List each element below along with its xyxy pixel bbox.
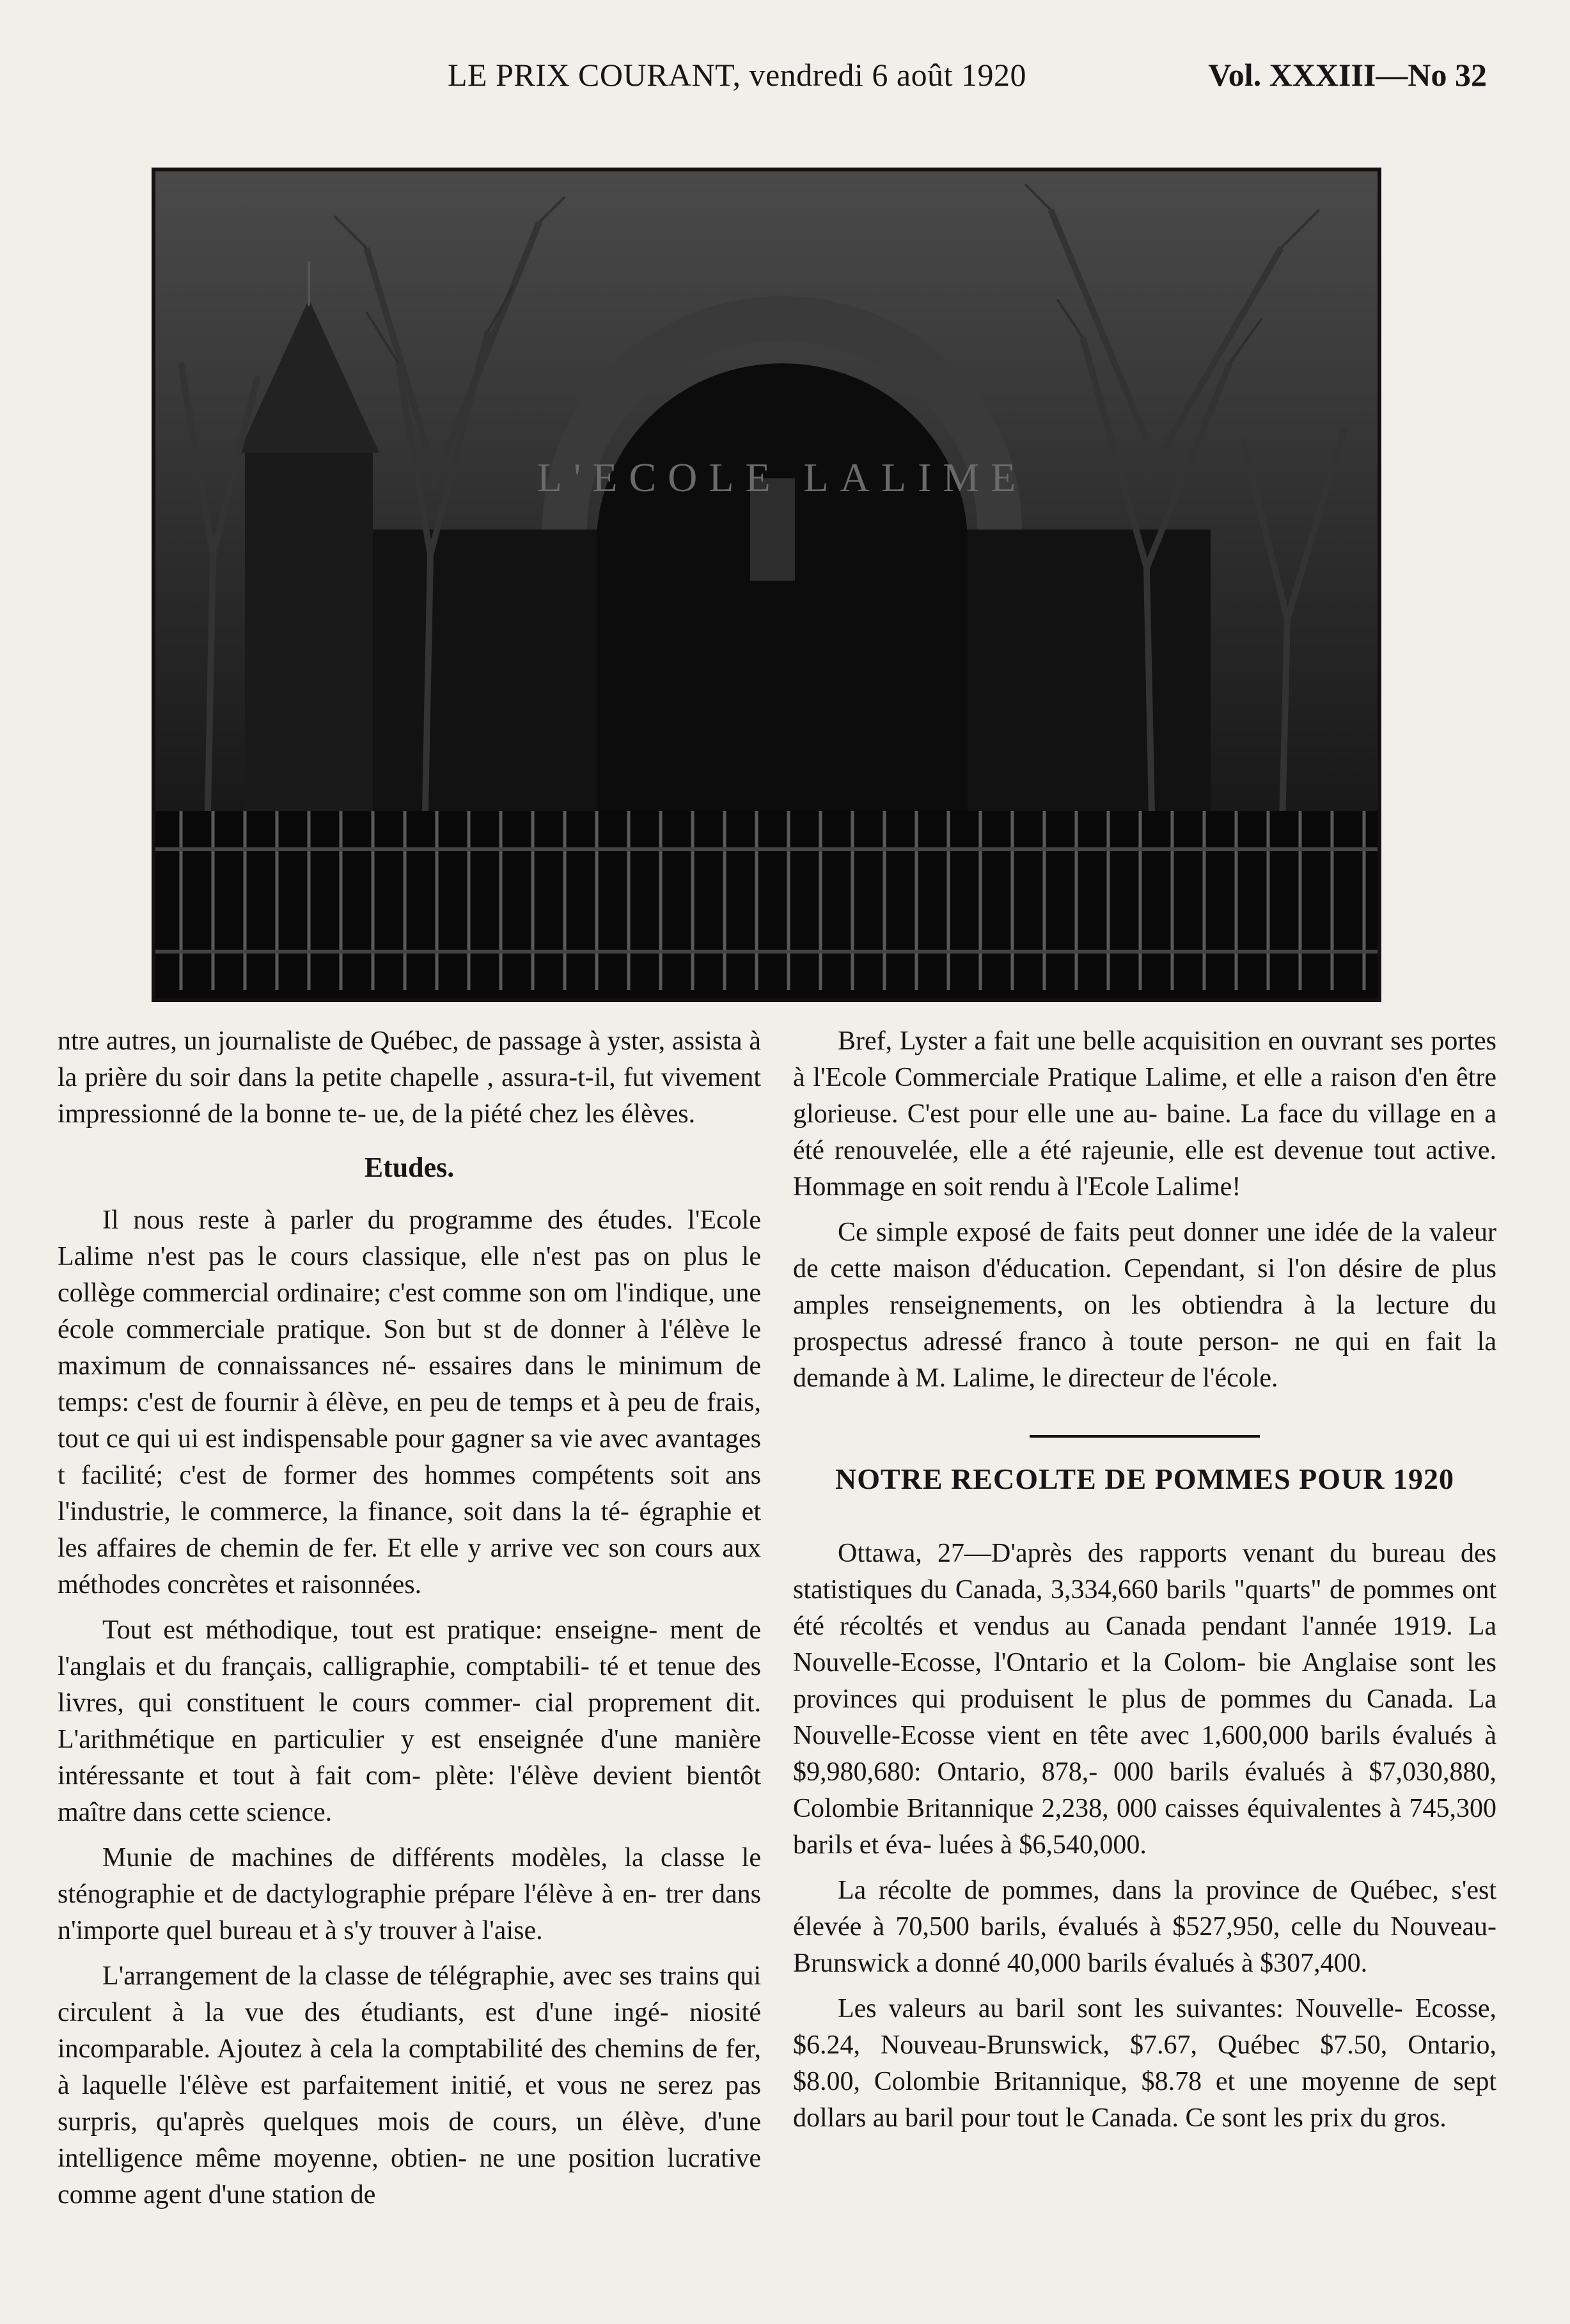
paragraph: Ce simple exposé de faits peut donner une idée de la valeur de cette maison d'éducation. Cependant, si l'on désire de plus amples renseignements, on les obtiendra à la lecture du prospectus adressé franco à toute person- ne qui en fait la demande à M. Lalime, le directeur de l'école. (793, 1218, 1496, 1393)
volume-number: Vol. XXXIII—No 32 (1208, 57, 1487, 93)
section-heading-etudes: Etudes. (364, 1152, 455, 1183)
arch-sign: L'ECOLE LALIME (537, 455, 1028, 500)
article-paragraph: La récolte de pommes, dans la province de Québec, s'est élevée à 70,500 barils, évalués à $527,950, celle du Nouveau-Brunswick a donné 40,000 barils évalués à $307,400. (793, 1876, 1496, 1978)
article-paragraph: Les valeurs au baril sont les suivantes: Nouvelle- Ecosse, $6.24, Nouveau-Brunswick, $7.67, Québec $7.50, Ontario, $8.00, Colombie Britannique, $8.78 et une moyenne de sept dollars au baril pour tout le Canada. Ce sont les prix du gros. (793, 1994, 1496, 2133)
journal-title: LE PRIX COURANT, vendredi 6 août 1920 (448, 57, 1026, 93)
paragraph: Tout est méthodique, tout est pratique: enseigne- ment de l'anglais et du français, calligraphie, comptabili- té et tenue des livres, qui constituent le cours commer- cial proprement dit. L'arithmétique en particulier y est enseignée d'une manière intéressante et tout à fait com- plète: l'élève devient bientôt maître dans cette science. (58, 1615, 761, 1827)
article-title: NOTRE RECOLTE DE POMMES POUR 1920 (835, 1463, 1454, 1495)
left-column (58, 1023, 761, 2222)
intro-paragraph: ntre autres, un journaliste de Québec, de passage à yster, assista à la prière du soir dans la petite chapelle , assura-t-il, fut vivement impressionné de la bonne te- ue, de la piété chez les élèves. (58, 1026, 761, 1129)
paragraph: Il nous reste à parler du programme des études. l'Ecole Lalime n'est pas le cours classique, elle n'est pas on plus le collège commercial ordinaire; c'est comme son om l'indique, une école commerciale pratique. Son but st de donner à l'élève le maximum de connaissances né- essaires dans le minimum de temps: c'est de fournir à élève, en peu de temps et à peu de frais, tout ce qui ui est indispensable pour gagner sa vie avec avantages t facilité; c'est de former des hommes compétents soit ans l'industrie, le commerce, la finance, soit dans la té- égraphie et les affaires de chemin de fer. Et elle y arrive vec son cours aux méthodes concrètes et raisonnées. (58, 1205, 761, 1599)
paragraph: Bref, Lyster a fait une belle acquisition en ouvrant ses portes à l'Ecole Commerciale Pratique Lalime, et elle a raison d'en être glorieuse. C'est pour elle une au- baine. La face du village en a été renouvelée, elle a été rajeunie, elle est devenue tout active. Hommage en soit rendu à l'Ecole Lalime! (793, 1026, 1496, 1202)
photo-illustration (155, 171, 1378, 998)
right-column (793, 1023, 1496, 2146)
article-paragraph: Ottawa, 27—D'après des rapports venant du bureau des statistiques du Canada, 3,334,660 barils "quarts" de pommes ont été récoltés et vendus au Canada pendant l'année 1919. La Nouvelle-Ecosse, l'Ontario et la Colom- bie Anglaise sont les provinces qui produisent le plus de pommes du Canada. La Nouvelle-Ecosse vient en tête avec 1,600,000 barils évalués à $9,980,680: Ontario, 878,- 000 barils évalués à $7,030,880, Colombie Britannique 2,238, 000 caisses équivalentes à 745,300 barils et éva- luées à $6,540,000. (793, 1539, 1496, 1860)
paragraph: L'arrangement de la classe de télégraphie, avec ses trains qui circulent à la vue des étudiants, est d'une ingé- niosité incomparable. Ajoutez à cela la comptabilité des chemins de fer, à laquelle l'élève est parfaitement initié, et vous ne serez pas surpris, qu'après quelques mois de cours, un élève, d'une intelligence même moyenne, obtien- ne une position lucrative comme agent d'une station de (58, 1961, 761, 2210)
school-photograph (152, 168, 1381, 1002)
page-header (0, 56, 1570, 107)
paragraph: Munie de machines de différents modèles, la classe le sténographie et de dactylographie prépare l'élève à en- trer dans n'importe quel bureau et à s'y trouver à l'aise. (58, 1843, 761, 1945)
divider-rule (1030, 1435, 1260, 1438)
